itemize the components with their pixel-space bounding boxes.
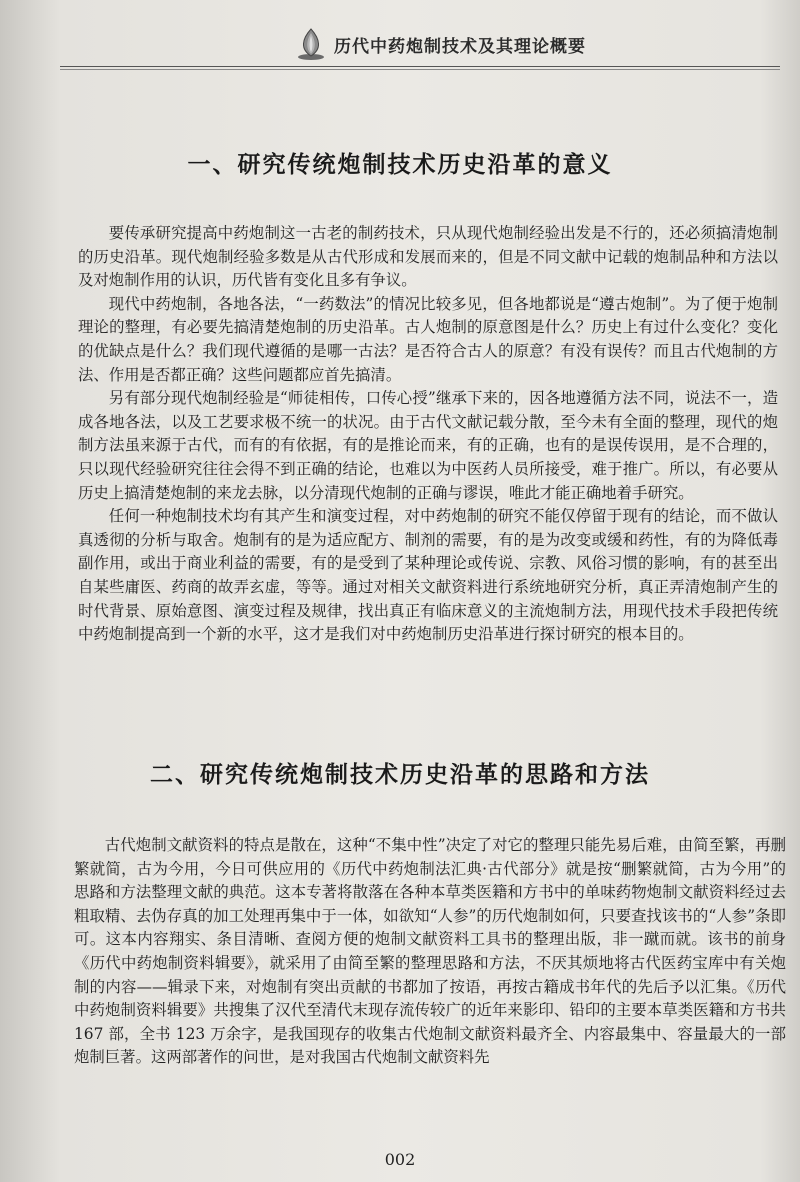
paragraph: 现代中药炮制，各地各法，“一药数法”的情况比较多见，但各地都说是“遵古炮制”。为了便于炮制理论的整理，有必要先搞清楚炮制的历史沿革。古人炮制的原意图是什么？历史上有过什么变化？变化的优缺点是什么？我们现代遵循的是哪一古法？是否符合古人的原意？有没有误传？而且古代炮制的方法、作用是否都正确？这些问题都应首先搞清。 — [78, 294, 778, 384]
header-divider — [60, 66, 780, 67]
running-header — [296, 24, 586, 64]
section-1-body — [78, 222, 778, 647]
paragraph: 古代炮制文献资料的特点是散在，这种“不集中性”决定了对它的整理只能先易后难，由简至繁，再删繁就简，古为今用，今日可供应用的《历代中药炮制法汇典·古代部分》就是按“删繁就简，古为今用”的思路和方法整理文献的典范。这本专著将散落在各种本草类医籍和方书中的单味药物炮制文献资料经过去粗取精、去伪存真的加工处理再集中于一体，如欲知“人参”的历代炮制如何，只要查找该书的“人参”条即可。这本内容翔实、条目清晰、查阅方便的炮制文献资料工具书的整理出版，非一蹴而就。该书的前身《历代中药炮制资料辑要》，就采用了由简至繁的整理思路和方法，不厌其烦地将古代医药宝库中有关炮制的内容——辑录下来，对炮制有突出贡献的书都加了按语，再按古籍成书年代的先后予以汇集。《历代中药炮制资料辑要》共搜集了汉代至清代末现存流传较广的近年来影印、铅印的主要本草类医籍和方书共 167 部，全书 123 万余字，是我国现存的收集古代炮制文献资料最齐全、内容最集中、容量最大的一部炮制巨著。这两部著作的问世，是对我国古代炮制文献资料先 — [74, 836, 786, 1067]
page-number: 002 — [384, 1150, 416, 1169]
running-header-title: 历代中药炮制技术及其理论概要 — [334, 36, 586, 57]
header-divider-secondary — [60, 69, 780, 70]
section-2-body — [74, 834, 786, 1070]
section-2-title: 二、研究传统炮制技术历史沿革的思路和方法 — [150, 761, 650, 788]
paragraph: 任何一种炮制技术均有其产生和演变过程，对中药炮制的研究不能仅停留于现有的结论，而不做认真透彻的分析与取舍。炮制有的是为适应配方、制剂的需要，有的是为改变或缓和药性，有的为降低毒副作用，或出于商业利益的需要，有的是受到了某种理论或传说、宗教、风俗习惯的影响，有的甚至出自某些庸医、药商的故弄玄虚，等等。通过对相关文献资料进行系统地研究分析，真正弄清炮制产生的时代背景、原始意图、演变过程及规律，找出真正有临床意义的主流炮制方法，用现代技术手段把传统中药炮制提高到一个新的水平，这才是我们对中药炮制历史沿革进行探讨研究的根本目的。 — [78, 507, 778, 644]
section-1-title: 一、研究传统炮制技术历史沿革的意义 — [187, 151, 613, 178]
paragraph: 要传承研究提高中药炮制这一古老的制药技术，只从现代炮制经验出发是不行的，还必须搞清炮制的历史沿革。现代炮制经验多数是从古代形成和发展而来的，但是不同文献中记载的炮制品种和方法以及对炮制作用的认识，历代皆有变化且多有争议。 — [78, 224, 778, 290]
lotus-emblem-icon — [296, 27, 326, 61]
paragraph: 另有部分现代炮制经验是“师徒相传，口传心授”继承下来的，因各地遵循方法不同，说法不一，造成各地各法，以及工艺要求极不统一的状况。由于古代文献记载分散，至今未有全面的整理，现代的炮制方法虽来源于古代，而有的有依据，有的是推论而来，有的正确，也有的是误传误用，是不合理的，只以现代经验研究往往会得不到正确的结论，也难以为中医药人员所接受，难于推广。所以，有必要从历史上搞清楚炮制的来龙去脉，以分清现代炮制的正确与谬误，唯此才能正确地着手研究。 — [78, 389, 778, 502]
